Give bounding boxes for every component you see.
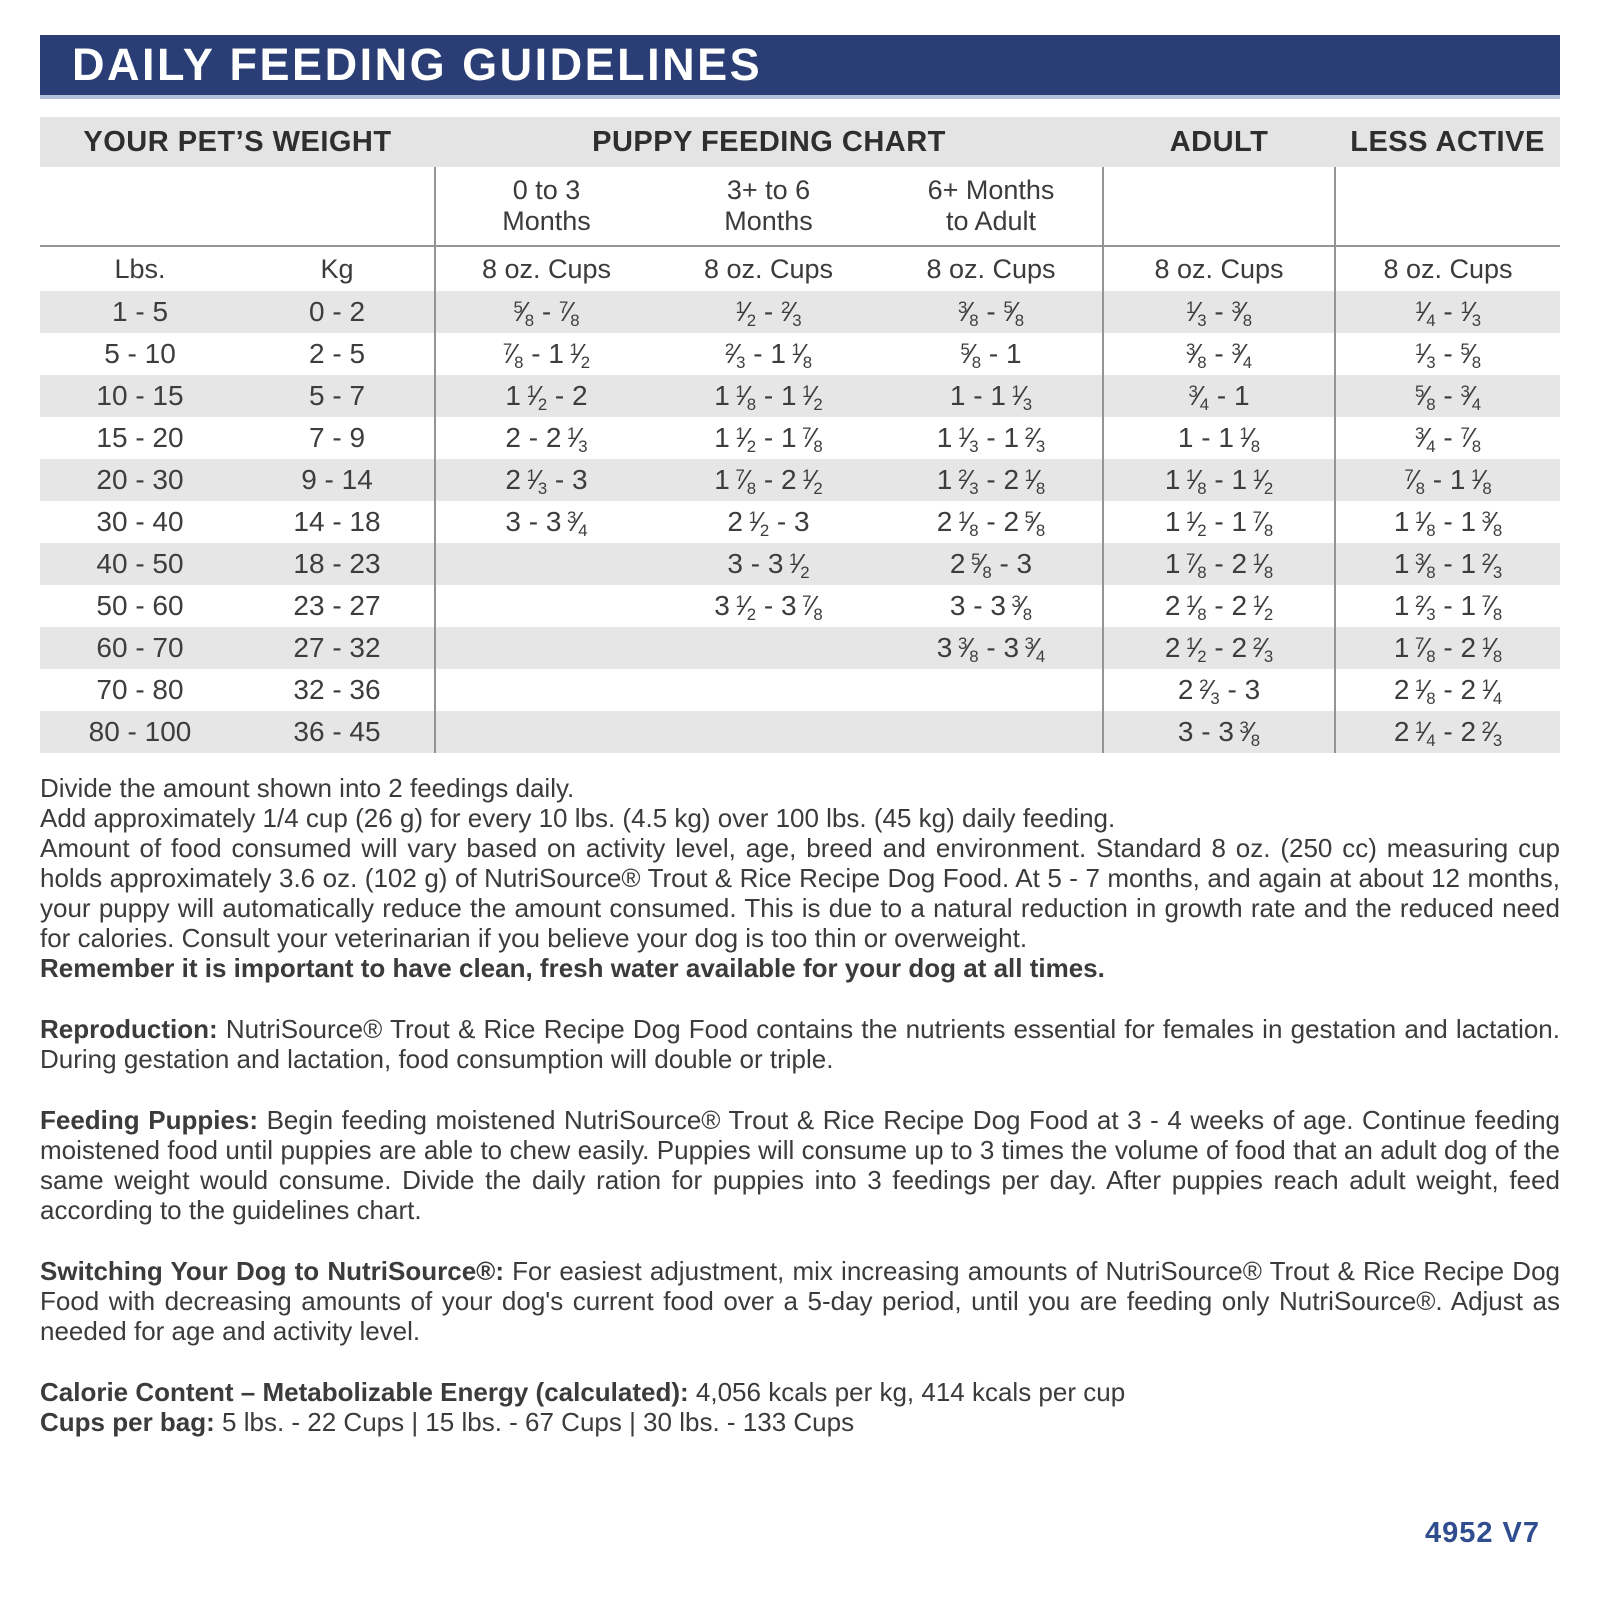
cell-p0-3	[435, 627, 657, 669]
cell-kg: 27 - 32	[240, 627, 435, 669]
header-less-active: LESS ACTIVE	[1335, 117, 1560, 167]
section-text: NutriSource® Trout & Rice Recipe Dog Food contains the nutrients essential for females in gestation and lactation. During gestation and lactation, food consumption will double or triple.	[40, 1014, 1560, 1074]
notes-section	[40, 773, 1560, 983]
cell-p0-3: $^5$⁄8 - $^7$⁄8	[435, 291, 657, 333]
cell-p3-6: 1 $^1$⁄2 - 1 $^7$⁄8	[714, 422, 823, 456]
cell-less-active: $^1$⁄3 - $^5$⁄8	[1335, 333, 1560, 375]
cell-adult: 1 $^7$⁄8 - 2 $^1$⁄8	[1103, 543, 1335, 585]
unit-header-kg: Kg	[240, 246, 435, 291]
cell-p0-3	[435, 711, 657, 753]
cell-lbs: 15 - 20	[96, 422, 184, 453]
cell-adult: 1 - 1 $^1$⁄8	[1103, 417, 1335, 459]
unit-header-cups: 8 oz. Cups	[880, 246, 1103, 291]
age-header-spacer-adult	[1103, 167, 1335, 246]
table-age-header-row	[40, 167, 1560, 246]
cell-adult: 2 $^2$⁄3 - 3	[1103, 669, 1335, 711]
cell-kg: 36 - 45	[240, 711, 435, 753]
table-row	[40, 669, 1560, 711]
cell-less-active: $^1$⁄4 - $^1$⁄3	[1335, 291, 1560, 333]
table-row	[40, 333, 1560, 375]
table-row	[40, 291, 1560, 333]
cell-p0-3	[435, 669, 657, 711]
cell-p6-adult: 3 - 3 $^3$⁄8	[949, 590, 1033, 624]
unit-header-cups: 8 oz. Cups	[435, 246, 657, 291]
cell-p6-adult: 3 $^3$⁄8 - 3 $^3$⁄4	[880, 627, 1103, 669]
cell-p3-6: 1 $^1$⁄8 - 1 $^1$⁄2	[657, 375, 880, 417]
table-row	[40, 627, 1560, 669]
table-row	[40, 459, 1560, 501]
note-paragraph: Amount of food consumed will vary based on activity level, age, breed and environment. Standard 8 oz. (250 cc) measuring cup holds approximately 3.6 oz. (102 g) of NutriSource® Trout & Rice Recipe Dog Food. At 5 - 7 months, and again at about 12 months, your puppy will automatically reduce the amount consumed. This is due to a natural reduction in growth rate and the reduced need for calories. Consult your veterinarian if you believe your dog is too thin or overweight.	[40, 833, 1560, 953]
cell-p6-adult: 2 $^1$⁄8 - 2 $^5$⁄8	[936, 506, 1046, 540]
cell-lbs: 1 - 5	[40, 291, 240, 333]
cell-lbs: 40 - 50	[40, 543, 240, 585]
cell-p3-6	[657, 711, 880, 753]
feeding-table	[40, 117, 1560, 753]
section-feeding-puppies	[40, 1105, 1560, 1225]
cell-adult: 1 $^1$⁄2 - 1 $^7$⁄8	[1103, 501, 1335, 543]
cell-lbs: 10 - 15	[40, 375, 240, 417]
cell-p3-6: $^1$⁄2 - $^2$⁄3	[657, 291, 880, 333]
table-group-header-row	[40, 117, 1560, 167]
section-text: Begin feeding moistened NutriSource® Trout & Rice Recipe Dog Food at 3 - 4 weeks of age. Continue feeding moistened food until puppies are able to chew easily. Puppies will consume up to 3 times the volume of food that an adult dog of the same weight would consume. Divide the daily ration for puppies into 3 feedings per day. After puppies reach adult weight, feed according to the guidelines chart.	[40, 1105, 1560, 1225]
age-column-3-to-6-months: 3+ to 6 Months	[724, 175, 813, 236]
note-line: Divide the amount shown into 2 feedings daily.	[40, 773, 575, 803]
cell-lbs: 30 - 40	[96, 506, 184, 537]
age-header-spacer-less-active	[1335, 167, 1560, 246]
cell-p0-3	[435, 585, 657, 627]
section-lead: Switching Your Dog to NutriSource®:	[40, 1256, 504, 1286]
cell-p0-3: 1 $^1$⁄2 - 2	[435, 375, 657, 417]
cell-p6-adult	[880, 669, 1103, 711]
cell-p0-3: 2 - 2 $^1$⁄3	[435, 417, 657, 459]
unit-header-lbs: Lbs.	[40, 246, 240, 291]
section-calorie-content	[40, 1377, 1560, 1407]
section-lead: Cups per bag:	[40, 1407, 215, 1437]
cell-p6-adult: 1 $^2$⁄3 - 2 $^1$⁄8	[880, 459, 1103, 501]
table-row	[40, 711, 1560, 753]
cell-less-active: 2 $^1$⁄4 - 2 $^2$⁄3	[1335, 711, 1560, 753]
cell-less-active: $^3$⁄4 - $^7$⁄8	[1335, 417, 1560, 459]
cell-less-active: 1 $^3$⁄8 - 1 $^2$⁄3	[1335, 543, 1560, 585]
table-row	[40, 585, 1560, 627]
cell-kg: 5 - 7	[240, 375, 435, 417]
cell-p3-6	[657, 627, 880, 669]
section-lead: Feeding Puppies:	[40, 1105, 259, 1135]
cell-less-active: 1 $^2$⁄3 - 1 $^7$⁄8	[1335, 585, 1560, 627]
cell-kg: 23 - 27	[293, 590, 381, 621]
cell-p3-6	[657, 669, 880, 711]
cell-less-active: $^5$⁄8 - $^3$⁄4	[1335, 375, 1560, 417]
section-text: 4,056 kcals per kg, 414 kcals per cup	[688, 1377, 1126, 1407]
section-switching	[40, 1256, 1560, 1346]
age-header-spacer	[40, 167, 435, 246]
cell-adult: 3 - 3 $^3$⁄8	[1103, 711, 1335, 753]
cell-lbs: 50 - 60	[96, 590, 184, 621]
cell-lbs: 80 - 100	[40, 711, 240, 753]
cell-kg: 14 - 18	[293, 506, 381, 537]
age-column-6-months-to-adult: 6+ Months to Adult	[927, 175, 1055, 236]
cell-p6-adult	[880, 711, 1103, 753]
cell-kg: 9 - 14	[240, 459, 435, 501]
age-column-0-to-3-months: 0 to 3 Months	[435, 167, 657, 246]
feeding-table-body	[40, 291, 1560, 753]
cell-p3-6: $^2$⁄3 - 1 $^1$⁄8	[724, 338, 813, 372]
cell-p0-3	[435, 543, 657, 585]
cell-p6-adult: 1 $^1$⁄3 - 1 $^2$⁄3	[936, 422, 1046, 456]
page-title: DAILY FEEDING GUIDELINES	[72, 39, 763, 90]
cell-p6-adult: 2 $^5$⁄8 - 3	[880, 543, 1103, 585]
cell-kg: 0 - 2	[240, 291, 435, 333]
note-water-reminder: Remember it is important to have clean, fresh water available for your dog at all times.	[40, 953, 1105, 983]
cell-p0-3: 3 - 3 $^3$⁄4	[435, 501, 657, 543]
cell-p6-adult: $^3$⁄8 - $^5$⁄8	[880, 291, 1103, 333]
section-lead: Reproduction:	[40, 1014, 218, 1044]
cell-adult: 2 $^1$⁄8 - 2 $^1$⁄2	[1103, 585, 1335, 627]
cell-less-active: 2 $^1$⁄8 - 2 $^1$⁄4	[1335, 669, 1560, 711]
unit-header-cups: 8 oz. Cups	[1103, 246, 1335, 291]
table-row	[40, 543, 1560, 585]
cell-p0-3: $^7$⁄8 - 1 $^1$⁄2	[435, 333, 657, 375]
cell-lbs: 70 - 80	[96, 674, 184, 705]
table-row	[40, 417, 1560, 459]
cell-kg: 7 - 9	[308, 422, 366, 453]
doc-code: 4952 V7	[1424, 1517, 1540, 1549]
cell-p3-6: 1 $^7$⁄8 - 2 $^1$⁄2	[657, 459, 880, 501]
cell-p6-adult: 1 - 1 $^1$⁄3	[880, 375, 1103, 417]
cell-kg: 18 - 23	[240, 543, 435, 585]
cell-kg: 2 - 5	[308, 338, 366, 369]
table-units-row	[40, 246, 1560, 291]
cell-adult: 2 $^1$⁄2 - 2 $^2$⁄3	[1103, 627, 1335, 669]
cell-p3-6: 3 - 3 $^1$⁄2	[657, 543, 880, 585]
note-line: Add approximately 1/4 cup (26 g) for every 10 lbs. (4.5 kg) over 100 lbs. (45 kg) daily feeding.	[40, 803, 1116, 833]
section-lead: Calorie Content – Metabolizable Energy (calculated):	[40, 1377, 689, 1407]
cell-p3-6: 3 $^1$⁄2 - 3 $^7$⁄8	[714, 590, 823, 624]
cell-adult: 1 $^1$⁄8 - 1 $^1$⁄2	[1103, 459, 1335, 501]
cell-kg: 32 - 36	[293, 674, 381, 705]
cell-less-active: $^7$⁄8 - 1 $^1$⁄8	[1335, 459, 1560, 501]
cell-adult: $^3$⁄8 - $^3$⁄4	[1103, 333, 1335, 375]
cell-lbs: 20 - 30	[40, 459, 240, 501]
cell-lbs: 60 - 70	[40, 627, 240, 669]
header-adult: ADULT	[1103, 117, 1335, 167]
table-row	[40, 501, 1560, 543]
table-row	[40, 375, 1560, 417]
cell-p6-adult: $^5$⁄8 - 1	[960, 338, 1022, 372]
page-title-banner	[40, 35, 1560, 99]
cell-adult: $^1$⁄3 - $^3$⁄8	[1103, 291, 1335, 333]
info-sections	[40, 1014, 1560, 1437]
cell-lbs: 5 - 10	[104, 338, 176, 369]
cell-less-active: 1 $^1$⁄8 - 1 $^3$⁄8	[1335, 501, 1560, 543]
cell-adult: $^3$⁄4 - 1	[1103, 375, 1335, 417]
unit-header-cups: 8 oz. Cups	[1335, 246, 1560, 291]
section-text: For easiest adjustment, mix increasing amounts of NutriSource® Trout & Rice Recipe Dog Food with decreasing amounts of your dog's current food over a 5-day period, until you are feeding only NutriSource®. Adjust as needed for age and activity level.	[40, 1256, 1560, 1346]
section-cups-per-bag	[40, 1407, 1560, 1437]
section-reproduction	[40, 1014, 1560, 1074]
cell-p3-6: 2 $^1$⁄2 - 3	[727, 506, 810, 540]
unit-header-cups: 8 oz. Cups	[657, 246, 880, 291]
section-text: 5 lbs. - 22 Cups | 15 lbs. - 67 Cups | 30 lbs. - 133 Cups	[214, 1407, 855, 1437]
cell-less-active: 1 $^7$⁄8 - 2 $^1$⁄8	[1335, 627, 1560, 669]
header-your-pets-weight: YOUR PET’S WEIGHT	[40, 117, 435, 167]
cell-p0-3: 2 $^1$⁄3 - 3	[435, 459, 657, 501]
header-puppy-feeding-chart: PUPPY FEEDING CHART	[435, 117, 1103, 167]
